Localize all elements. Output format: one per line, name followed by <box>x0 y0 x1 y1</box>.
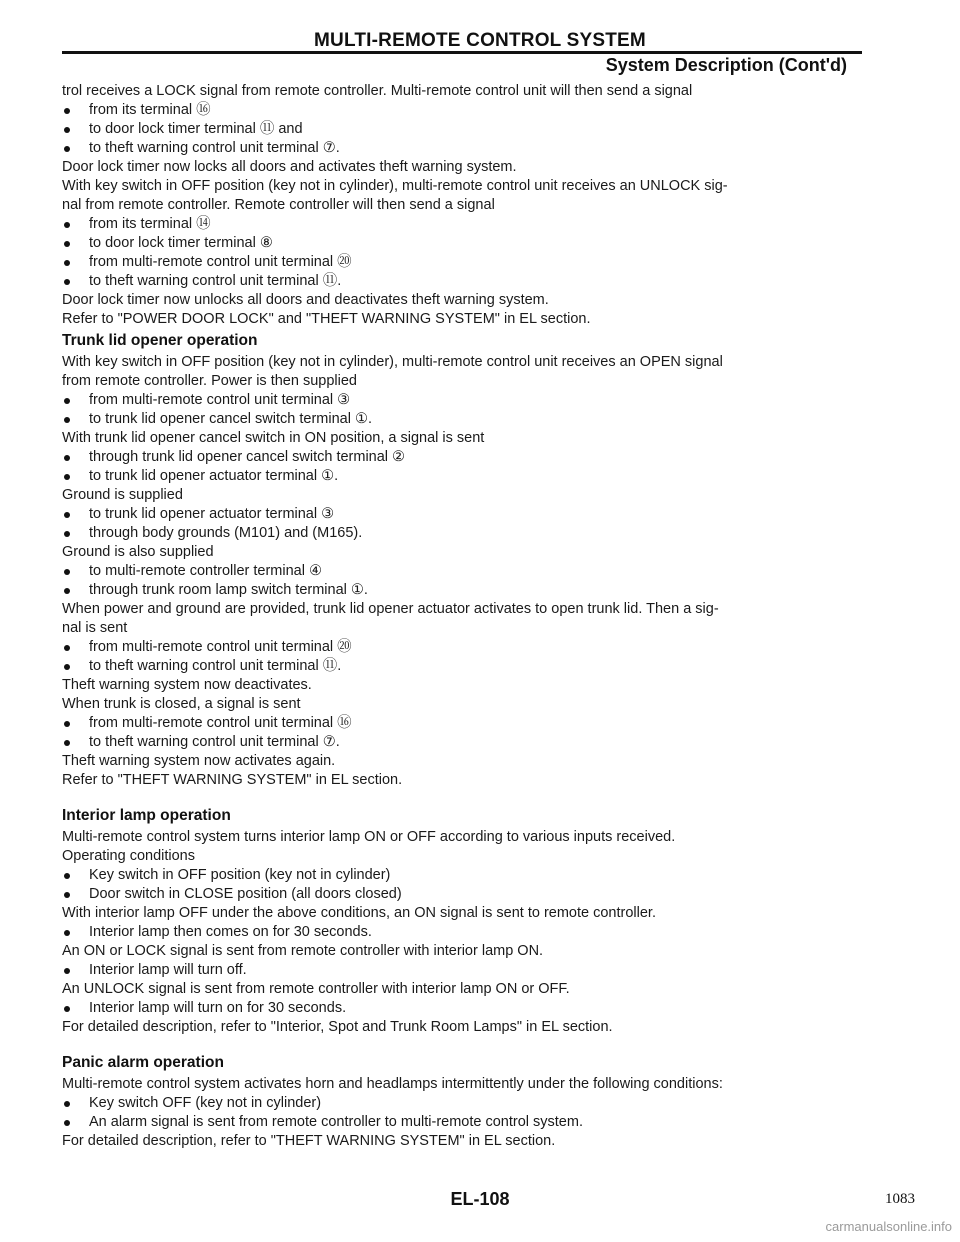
text-line: Theft warning system now activates again. <box>62 753 336 769</box>
text-line: Theft warning system now deactivates. <box>62 677 312 693</box>
bullet-line: Interior lamp then comes on for 30 seconds. <box>62 923 862 942</box>
text-line: Door lock timer now unlocks all doors and deactivates theft warning system. <box>62 292 549 308</box>
bullet-line: to trunk lid opener actuator terminal ①. <box>62 467 862 486</box>
text-line: Multi-remote control system turns interior lamp ON or OFF according to various inputs received. <box>62 829 676 845</box>
bullet-line: Key switch in OFF position (key not in cylinder) <box>62 866 862 885</box>
text-line: trol receives a LOCK signal from remote controller. Multi-remote control unit will then send a signal <box>62 83 693 99</box>
body-text <box>62 82 862 1151</box>
text-line: An ON or LOCK signal is sent from remote controller with interior lamp ON. <box>62 943 544 959</box>
bullet-line: through trunk room lamp switch terminal ①. <box>62 581 862 600</box>
text-line: Ground is supplied <box>62 487 183 503</box>
text-line: Refer to "POWER DOOR LOCK" and "THEFT WARNING SYSTEM" in EL section. <box>62 311 591 327</box>
bullet-line: to door lock timer terminal ⑧ <box>62 234 862 253</box>
section-heading: Interior lamp operation <box>62 807 231 824</box>
bullet-line: Interior lamp will turn on for 30 seconds. <box>62 999 862 1018</box>
bullet-line: to theft warning control unit terminal ⑪. <box>62 272 862 291</box>
section-heading: Trunk lid opener operation <box>62 332 258 349</box>
bullet-line: from multi-remote control unit terminal ③ <box>62 391 862 410</box>
bullet-line: from multi-remote control unit terminal ⑳ <box>62 638 862 657</box>
bullet-line: from its terminal ⑯ <box>62 101 862 120</box>
text-line: When power and ground are provided, trunk lid opener actuator activates to open trunk lid. Then a sig- <box>62 601 719 617</box>
section-gap <box>62 790 862 804</box>
text-line: Door lock timer now locks all doors and activates theft warning system. <box>62 159 517 175</box>
page-subtitle: System Description (Cont'd) <box>605 55 847 75</box>
bullet-line: Key switch OFF (key not in cylinder) <box>62 1094 862 1113</box>
text-line: When trunk is closed, a signal is sent <box>62 696 301 712</box>
bullet-line: An alarm signal is sent from remote controller to multi-remote control system. <box>62 1113 862 1132</box>
bullet-line: from multi-remote control unit terminal ⑳ <box>62 253 862 272</box>
text-line: For detailed description, refer to "THEFT WARNING SYSTEM" in EL section. <box>62 1133 556 1149</box>
text-line: Refer to "THEFT WARNING SYSTEM" in EL section. <box>62 772 403 788</box>
bullet-line: Door switch in CLOSE position (all doors closed) <box>62 885 862 904</box>
bullet-line: to theft warning control unit terminal ⑦. <box>62 139 862 158</box>
watermark: carmanualsonline.info <box>825 1219 952 1234</box>
text-line: Ground is also supplied <box>62 544 214 560</box>
text-line: With interior lamp OFF under the above conditions, an ON signal is sent to remote controller. <box>62 905 656 921</box>
section-heading: Panic alarm operation <box>62 1054 224 1071</box>
page-title: MULTI-REMOTE CONTROL SYSTEM <box>314 30 646 51</box>
text-line: With trunk lid opener cancel switch in ON position, a signal is sent <box>62 430 485 446</box>
section-gap <box>62 1037 862 1051</box>
bullet-line: from its terminal ⑭ <box>62 215 862 234</box>
text-line: With key switch in OFF position (key not in cylinder), multi-remote control unit receives an UNLOCK sig- <box>62 178 728 194</box>
bullet-line: to multi-remote controller terminal ④ <box>62 562 862 581</box>
text-line: An UNLOCK signal is sent from remote controller with interior lamp ON or OFF. <box>62 981 570 997</box>
bullet-line: from multi-remote control unit terminal ⑯ <box>62 714 862 733</box>
text-line: nal is sent <box>62 620 128 636</box>
page-number: 1083 <box>885 1191 915 1207</box>
text-line: Multi-remote control system activates horn and headlamps intermittently under the following conditions: <box>62 1076 723 1092</box>
text-line: For detailed description, refer to "Interior, Spot and Trunk Room Lamps" in EL section. <box>62 1019 613 1035</box>
text-line: from remote controller. Power is then supplied <box>62 373 357 389</box>
title-rule <box>62 51 862 54</box>
bullet-line: to theft warning control unit terminal ⑪. <box>62 657 862 676</box>
text-line: With key switch in OFF position (key not in cylinder), multi-remote control unit receives an OPEN signal <box>62 354 723 370</box>
bullet-line: to door lock timer terminal ⑪ and <box>62 120 862 139</box>
bullet-line: to theft warning control unit terminal ⑦. <box>62 733 862 752</box>
page-code: EL-108 <box>450 1189 510 1209</box>
bullet-line: through body grounds (M101) and (M165). <box>62 524 862 543</box>
text-line: nal from remote controller. Remote controller will then send a signal <box>62 197 495 213</box>
bullet-line: to trunk lid opener actuator terminal ③ <box>62 505 862 524</box>
bullet-line: to trunk lid opener cancel switch terminal ①. <box>62 410 862 429</box>
text-line: Operating conditions <box>62 848 195 864</box>
bullet-line: through trunk lid opener cancel switch terminal ② <box>62 448 862 467</box>
bullet-line: Interior lamp will turn off. <box>62 961 862 980</box>
